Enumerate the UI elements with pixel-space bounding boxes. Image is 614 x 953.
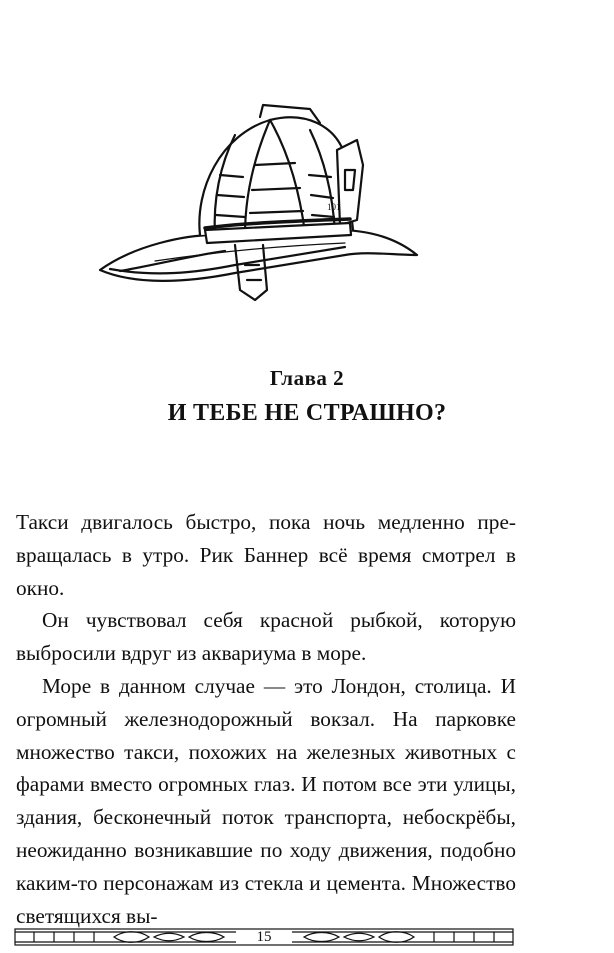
fire-helmet-icon [95,95,420,310]
body-text [16,506,516,932]
page-footer [14,927,514,947]
paragraph-2: Он чувствовал себя красной рыбкой, которую выбросили вдруг из аквариума в море. [16,608,516,666]
page-number: 15 [256,929,272,945]
paragraph-3: Море в данном случае — это Лондон, столица. И огромный железнодорожный вокзал. На парковке множество такси, похожих на железных животных с фарами вместо огромных глаз. И потом все эти улицы, здания, бесконечный поток транспорта, небоскрёбы, неожиданно возникавшие по ходу движения, подобно каким-то персонажам из стекла и цемента. Множество светящихся вы- [16,673,516,928]
paragraph-1: Такси двигалось быстро, пока ночь медленно превращалась в утро. Рик Баннер всё время смотрел в окно. [16,510,516,600]
chapter-label: Глава 2 [269,366,345,390]
helmet-badge-text: 101 [327,202,341,212]
chapter-title: И ТЕБЕ НЕ СТРАШНО? [167,400,447,426]
